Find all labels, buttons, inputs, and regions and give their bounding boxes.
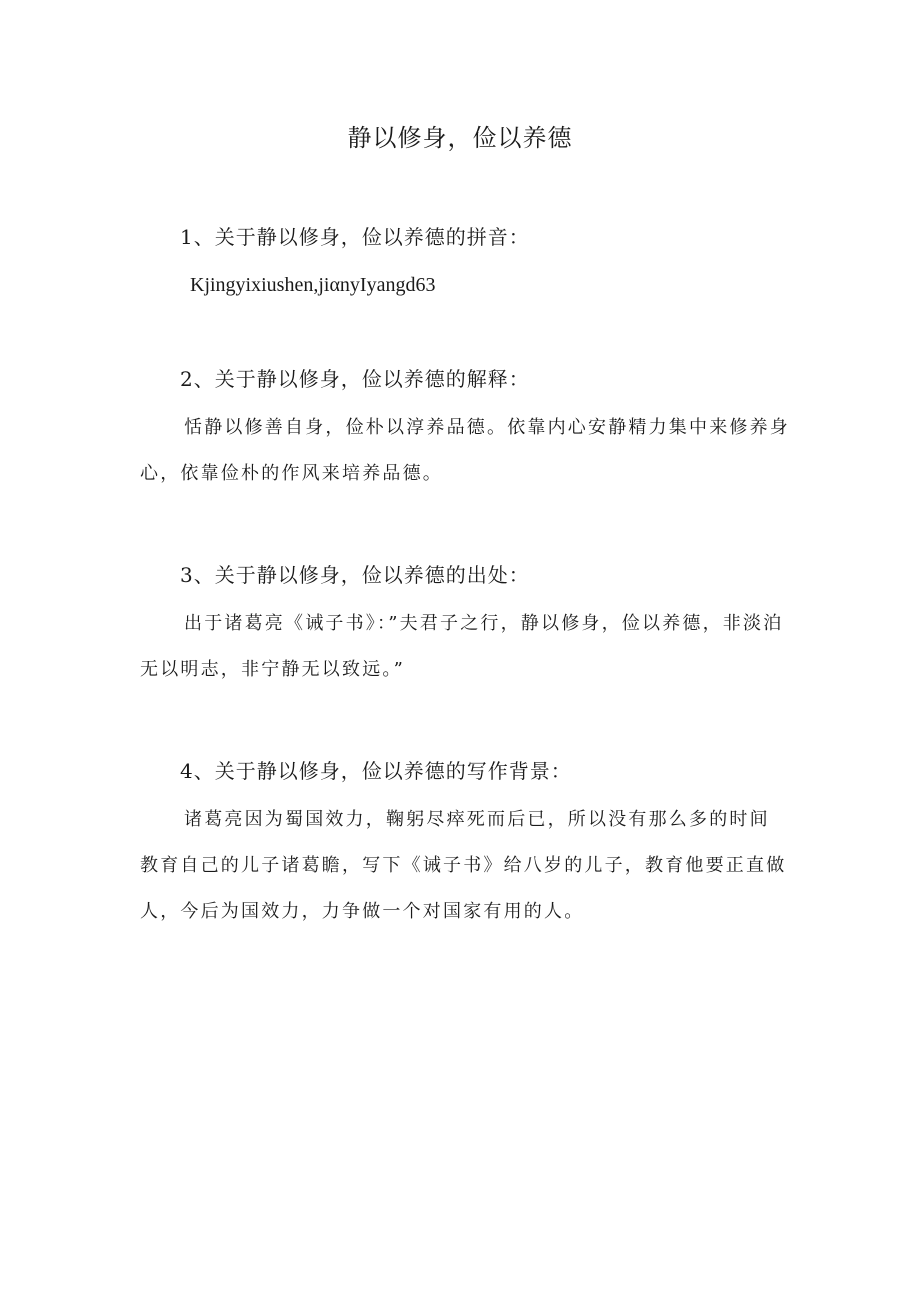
document-title: 静以修身，俭以养德 [347,124,573,152]
pinyin-text: Kjingyixiushen,jiαnyIyangd63 [190,274,436,296]
section-heading-source: 3、关于静以修身，俭以养德的出处： [180,563,530,587]
section-heading-background: 4、关于静以修身，俭以养德的写作背景： [180,759,572,783]
section-heading-pinyin: 1、关于静以修身，俭以养德的拼音： [180,225,530,249]
explanation-paragraph: 恬静以修善自身，俭朴以淳养品德。依靠内心安静精力集中来修养身心，依靠俭朴的作风来培养品德。 [140,417,790,484]
section-heading-explanation: 2、关于静以修身，俭以养德的解释： [180,367,530,391]
source-paragraph: 出于诸葛亮《诫子书》：”夫君子之行，静以修身，俭以养德，非淡泊无以明志，非宁静无以致远。” [140,613,784,680]
background-paragraph: 诸葛亮因为蜀国效力，鞠躬尽瘁死而后已，所以没有那么多的时间教育自己的儿子诸葛瞻，写下《诫子书》给八岁的儿子，教育他要正直做人，今后为国效力，力争做一个对国家有用的人。 [140,809,787,922]
